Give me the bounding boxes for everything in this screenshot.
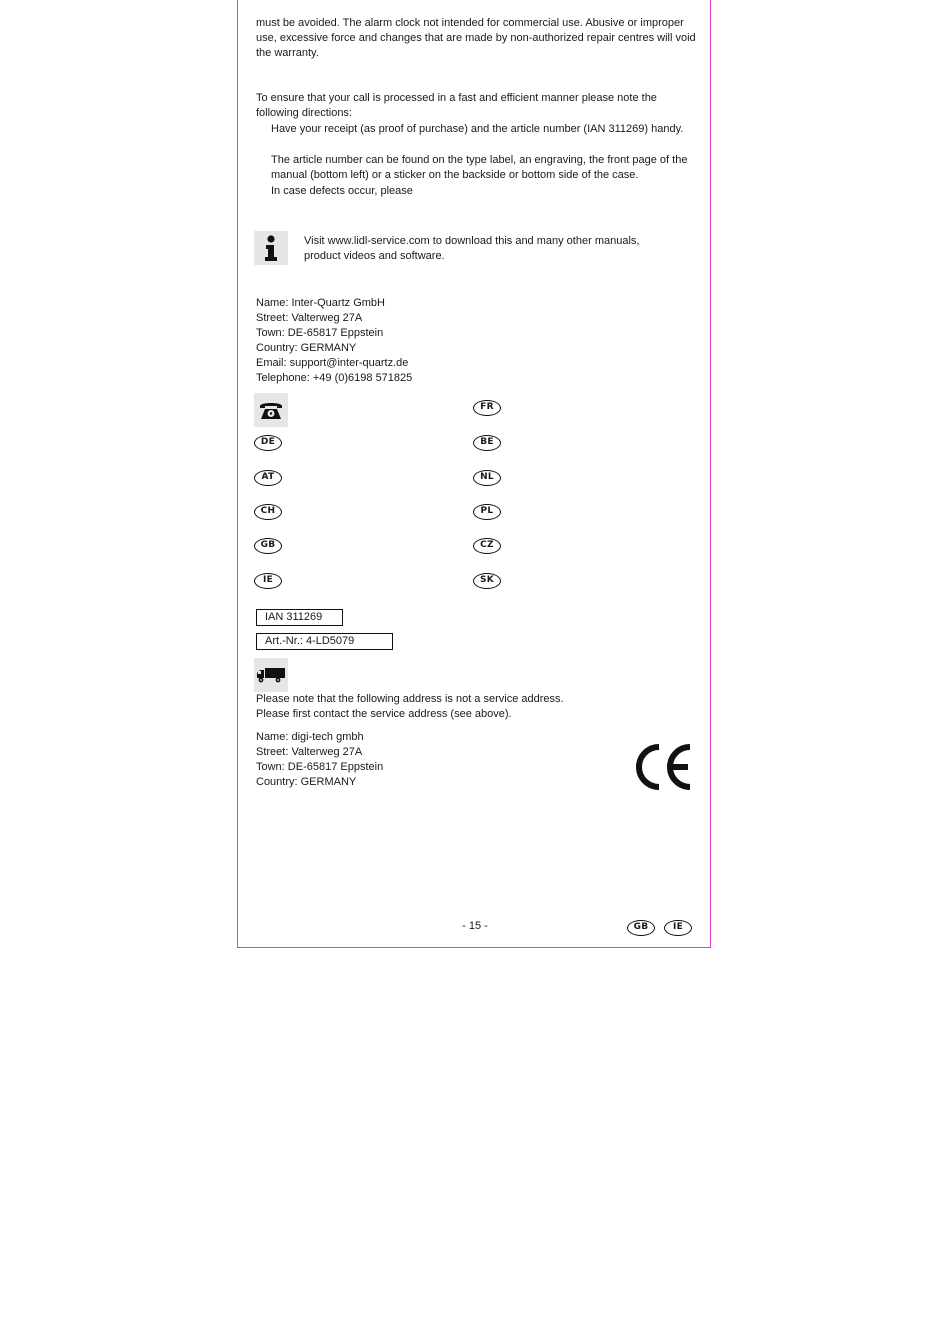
footer-language-gb: GB bbox=[627, 920, 655, 936]
country-badge-gb: GB bbox=[254, 538, 282, 554]
service-telephone: Telephone: +49 (0)6198 571825 bbox=[256, 372, 413, 384]
country-badge-de: DE bbox=[254, 435, 282, 451]
manufacturer-address bbox=[256, 730, 383, 790]
list-item: In case defects occur, please bbox=[271, 185, 413, 197]
service-address bbox=[256, 296, 412, 386]
list-item: Have your receipt (as proof of purchase) and the article number (IAN 311269) handy. bbox=[271, 123, 684, 135]
list-item: The article number can be found on the type label, an engraving, the front page of the manual (bottom left) or a sticker on the backside or bottom side of the case. bbox=[271, 154, 688, 181]
info-icon bbox=[254, 231, 288, 265]
country-badge-be: BE bbox=[473, 435, 501, 451]
country-badge-cz: CZ bbox=[473, 538, 501, 554]
truck-icon bbox=[254, 658, 288, 692]
directions-paragraph: To ensure that your call is processed in a fast and efficient manner please note the following directions: bbox=[256, 92, 657, 119]
ce-mark-icon bbox=[632, 742, 696, 797]
service-country: Country: GERMANY bbox=[256, 342, 357, 354]
country-badge-sk: SK bbox=[473, 573, 501, 589]
country-badge-fr: FR bbox=[473, 400, 501, 416]
telephone-icon bbox=[254, 393, 288, 427]
page-number: - 15 - bbox=[462, 920, 488, 932]
warranty-paragraph: must be avoided. The alarm clock not intended for commercial use. Abusive or improper use, excessive force and changes that are made by non-authorized repair centres will void the warranty. bbox=[256, 17, 696, 59]
manufacturer-name: Name: digi-tech gmbh bbox=[256, 731, 364, 743]
manufacturer-street: Street: Valterweg 27A bbox=[256, 746, 363, 758]
country-badge-ch: CH bbox=[254, 504, 282, 520]
manual-page bbox=[237, 0, 711, 948]
country-badge-nl: NL bbox=[473, 470, 501, 486]
manufacturer-note-line-1: Please note that the following address is not a service address. bbox=[256, 693, 564, 705]
manufacturer-country: Country: GERMANY bbox=[256, 776, 357, 788]
country-badge-pl: PL bbox=[473, 504, 501, 520]
country-badge-ie: IE bbox=[254, 573, 282, 589]
service-town: Town: DE-65817 Eppstein bbox=[256, 327, 384, 339]
manufacturer-note bbox=[256, 692, 656, 722]
service-email: Email: support@inter-quartz.de bbox=[256, 357, 409, 369]
service-street: Street: Valterweg 27A bbox=[256, 312, 363, 324]
manufacturer-note-line-2: Please first contact the service address (see above). bbox=[256, 708, 512, 720]
country-badge-at: AT bbox=[254, 470, 282, 486]
ian-number: IAN 311269 bbox=[256, 609, 343, 626]
manufacturer-town: Town: DE-65817 Eppstein bbox=[256, 761, 384, 773]
footer-language-ie: IE bbox=[664, 920, 692, 936]
info-text: Visit www.lidl-service.com to download this and many other manuals, product videos and software. bbox=[304, 235, 640, 262]
article-number: Art.-Nr.: 4-LD5079 bbox=[256, 633, 393, 650]
service-name: Name: Inter-Quartz GmbH bbox=[256, 297, 385, 309]
